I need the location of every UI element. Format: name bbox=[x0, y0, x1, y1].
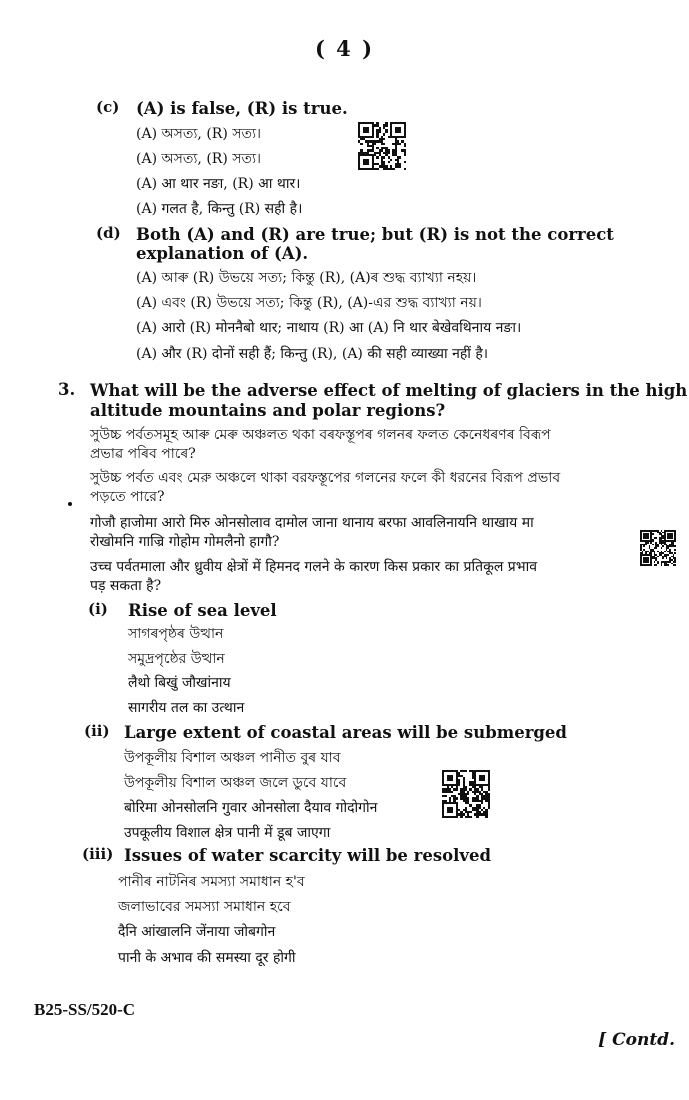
qr-code-icon bbox=[358, 122, 406, 170]
question-3-bengali-line2: পড়তে পারে? bbox=[90, 489, 165, 505]
question-3-english-line1: What will be the adverse effect of melting of glaciers in the high bbox=[90, 381, 688, 400]
option-ii-english: Large extent of coastal areas will be submerged bbox=[124, 723, 567, 742]
question-3-english-line2: altitude mountains and polar regions? bbox=[90, 401, 446, 420]
option-c-bengali: (A) অসত্য, (R) সত্য। bbox=[136, 151, 262, 167]
question-3-bodo-line2: रोखोमनि गाज्रि गोहोम गोमलैनो हागौ? bbox=[90, 534, 280, 550]
option-d-hindi: (A) और (R) दोनों सही हैं; किन्तु (R), (A) की सही व्याख्या नहीं है। bbox=[136, 346, 489, 362]
option-iii-english: Issues of water scarcity will be resolved bbox=[124, 846, 492, 865]
option-c-english: (A) is false, (R) is true. bbox=[136, 99, 348, 118]
option-i-english: Rise of sea level bbox=[128, 601, 277, 620]
option-c-hindi: (A) गलत है, किन्तु (R) सही है। bbox=[136, 201, 303, 217]
option-c-assamese: (A) অসত্য, (R) সত্য। bbox=[136, 126, 262, 142]
option-iii-bodo: दैनि आंखालनि जेंनाया जोबगोन bbox=[118, 924, 276, 940]
option-d-bodo: (A) आरो (R) मोननैबो थार; नाथाय (R) आ (A) नि थार बेखेवथिनाय नङा। bbox=[136, 320, 522, 336]
question-3-assamese-line2: প্ৰভাৱ পৰিব পাৰে? bbox=[90, 446, 196, 462]
paper-code: B25-SS/520-C bbox=[34, 1000, 136, 1019]
page-number: ( 4 ) bbox=[314, 36, 375, 61]
option-i-label: (i) bbox=[88, 600, 108, 618]
question-3-number: 3. bbox=[58, 380, 76, 399]
option-ii-bengali: উপকূলীয় বিশাল অঞ্চল জলে ডুবে যাবে bbox=[124, 775, 347, 791]
option-ii-hindi: उपकूलीय विशाल क्षेत्र पानी में डूब जाएगा bbox=[124, 825, 331, 841]
continued-marker: [ Contd. bbox=[598, 1030, 675, 1050]
qr-code-icon-2 bbox=[442, 770, 490, 818]
option-d-bengali: (A) এবং (R) উভয়ে সত্য; কিন্তু (R), (A)-এর শুদ্ধ ব্যাখ্যা নয়। bbox=[136, 295, 482, 311]
option-i-hindi: सागरीय तल का उत्थान bbox=[128, 700, 245, 716]
qr-module bbox=[404, 168, 406, 170]
option-d-english-line1: Both (A) and (R) are true; but (R) is not the correct bbox=[136, 225, 614, 244]
question-3-hindi-line1: उच्च पर्वतमाला और ध्रुवीय क्षेत्रों में हिमनद गलने के कारण किस प्रकार का प्रतिकूल प्रभाव bbox=[90, 559, 538, 575]
qr-module bbox=[674, 564, 676, 566]
qr-code-icon-small bbox=[640, 530, 676, 566]
option-ii-assamese: উপকূলীয় বিশাল অঞ্চল পানীত বুৰ যাব bbox=[124, 750, 341, 766]
question-3-bodo-line1: गोजौ हाजोमा आरो मिरु ओनसोलाव दामोल जाना थानाय बरफा आवलिनायनि थाखाय मा bbox=[90, 515, 534, 531]
option-ii-label: (ii) bbox=[84, 722, 110, 740]
question-3-hindi-line2: पड़ सकता है? bbox=[90, 578, 162, 594]
option-i-bengali: সমুদ্রপৃষ্ঠের উত্থান bbox=[128, 651, 225, 667]
option-d-english-line2: explanation of (A). bbox=[136, 244, 309, 263]
option-iii-assamese: পানীৰ নাটনিৰ সমস্যা সমাধান হ'ব bbox=[118, 874, 305, 890]
qr-module bbox=[488, 816, 490, 818]
option-i-bodo: लैथो बिखुं जौखांनाय bbox=[128, 675, 231, 691]
margin-mark bbox=[68, 502, 72, 506]
option-i-assamese: সাগৰপৃষ্ঠৰ উত্থান bbox=[128, 626, 224, 642]
option-ii-bodo: बोरिमा ओनसोलनि गुवार ओनसोला दैयाव गोदोगोन bbox=[124, 800, 378, 816]
option-d-assamese: (A) আৰু (R) উভয়ে সত্য; কিন্তু (R), (A)ৰ শুদ্ধ ব্যাখ্যা নহয়। bbox=[136, 270, 477, 286]
question-3-assamese-line1: সুউচ্চ পৰ্বতসমূহ আৰু মেৰু অঞ্চলত থকা বৰফস্তূপৰ গলনৰ ফলত কেনেধৰণৰ বিৰূপ bbox=[90, 427, 551, 443]
option-iii-bengali: জলাভাবের সমস্যা সমাধান হবে bbox=[118, 899, 291, 915]
option-iii-label: (iii) bbox=[82, 845, 114, 863]
option-d-label: (d) bbox=[96, 224, 121, 242]
question-3-bengali-line1: সুউচ্চ পর্বত এবং মেরু অঞ্চলে থাকা বরফস্তূপের গলনের ফলে কী ধরনের বিরূপ প্রভাব bbox=[90, 470, 561, 486]
option-iii-hindi: पानी के अभाव की समस्या दूर होगी bbox=[118, 950, 296, 966]
option-c-label: (c) bbox=[96, 98, 120, 116]
option-c-bodo: (A) आ थार नङा, (R) आ थार। bbox=[136, 176, 301, 192]
